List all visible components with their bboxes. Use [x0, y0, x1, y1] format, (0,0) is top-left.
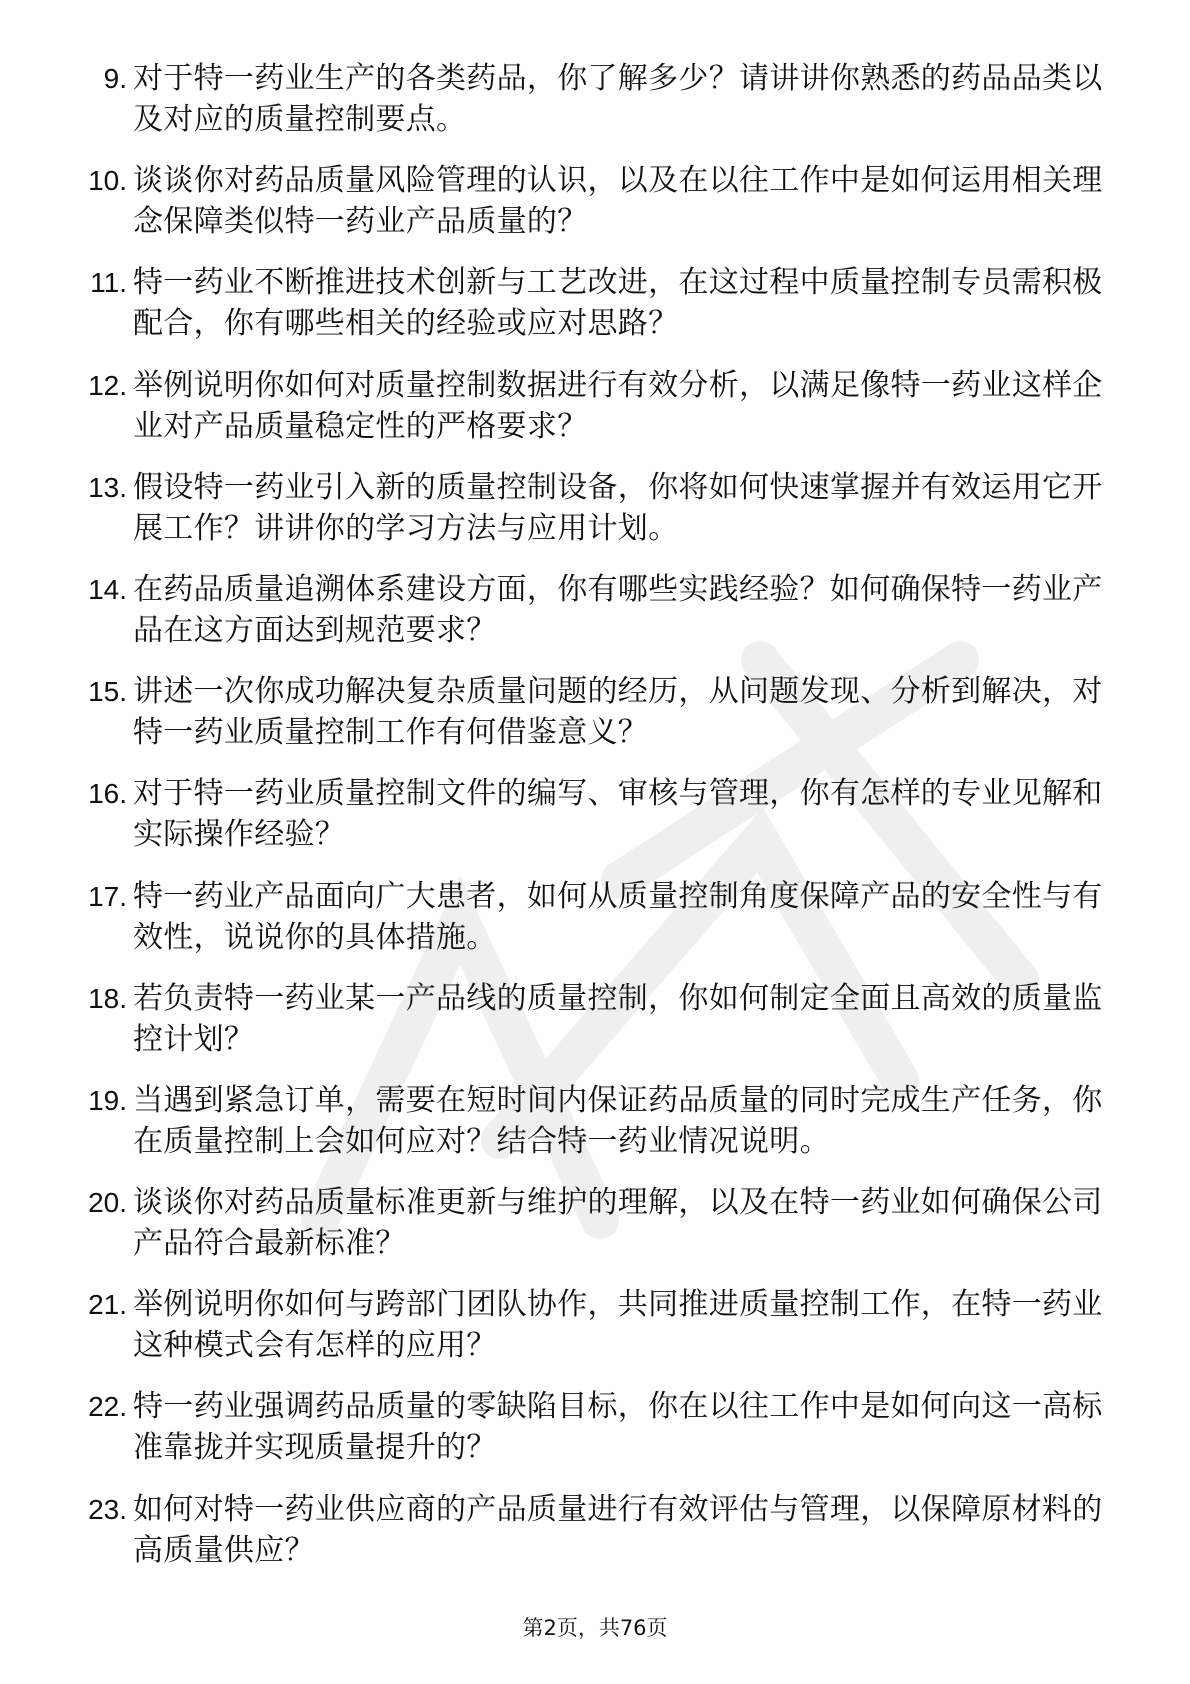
question-text: 举例说明你如何与跨部门团队协作，共同推进质量控制工作，在特一药业这种模式会有怎样的应用？	[133, 1287, 1103, 1364]
question-item	[70, 365, 1110, 447]
question-number: 15.	[88, 676, 127, 708]
question-text: 特一药业强调药品质量的零缺陷目标，你在以往工作中是如何向这一高标准靠拢并实现质量提升的？	[133, 1389, 1103, 1466]
question-text: 在药品质量追溯体系建设方面，你有哪些实践经验？如何确保特一药业产品在这方面达到规范要求？	[133, 571, 1103, 648]
question-item	[70, 262, 1110, 344]
question-item	[70, 160, 1110, 242]
question-text: 若负责特一药业某一产品线的质量控制，你如何制定全面且高效的质量监控计划？	[133, 980, 1103, 1057]
question-text: 讲述一次你成功解决复杂质量问题的经历，从问题发现、分析到解决，对特一药业质量控制工作有何借鉴意义？	[133, 674, 1103, 751]
question-number: 19.	[88, 1084, 127, 1116]
question-text: 当遇到紧急订单，需要在短时间内保证药品质量的同时完成生产任务，你在质量控制上会如何应对？结合特一药业情况说明。	[133, 1082, 1103, 1159]
question-text: 特一药业不断推进技术创新与工艺改进，在这过程中质量控制专员需积极配合，你有哪些相关的经验或应对思路？	[133, 265, 1103, 342]
question-item	[70, 1284, 1110, 1366]
question-item	[70, 467, 1110, 549]
page-number-label: 第2页，共76页	[522, 1616, 668, 1640]
question-list	[70, 58, 1110, 1591]
question-number: 11.	[90, 267, 127, 299]
question-text: 谈谈你对药品质量标准更新与维护的理解，以及在特一药业如何确保公司产品符合最新标准？	[133, 1185, 1103, 1262]
question-number: 20.	[88, 1187, 127, 1219]
question-number: 12.	[88, 369, 127, 401]
question-item	[70, 1080, 1110, 1162]
question-number: 10.	[88, 165, 127, 197]
question-text: 举例说明你如何对质量控制数据进行有效分析，以满足像特一药业这样企业对产品质量稳定性的严格要求？	[133, 367, 1103, 444]
question-number: 23.	[88, 1493, 127, 1525]
question-number: 13.	[88, 471, 127, 503]
question-item	[70, 569, 1110, 651]
question-number: 14.	[88, 573, 127, 605]
question-number: 17.	[88, 880, 127, 912]
question-item	[70, 58, 1110, 140]
page-footer	[0, 1614, 1190, 1642]
question-number: 21.	[88, 1289, 127, 1321]
question-text: 特一药业产品面向广大患者，如何从质量控制角度保障产品的安全性与有效性，说说你的具体措施。	[133, 878, 1103, 955]
question-item	[70, 876, 1110, 958]
question-item	[70, 1182, 1110, 1264]
question-item	[70, 773, 1110, 855]
question-text: 对于特一药业质量控制文件的编写、审核与管理，你有怎样的专业见解和实际操作经验？	[133, 776, 1103, 853]
question-number: 9.	[103, 63, 127, 94]
question-item	[70, 1386, 1110, 1468]
question-item	[70, 1489, 1110, 1571]
question-number: 22.	[88, 1391, 127, 1423]
question-item	[70, 671, 1110, 753]
question-item	[70, 978, 1110, 1060]
question-number: 16.	[88, 778, 127, 810]
question-text: 假设特一药业引入新的质量控制设备，你将如何快速掌握并有效运用它开展工作？讲讲你的学习方法与应用计划。	[133, 469, 1103, 546]
question-text: 如何对特一药业供应商的产品质量进行有效评估与管理，以保障原材料的高质量供应？	[133, 1491, 1103, 1568]
question-text: 谈谈你对药品质量风险管理的认识，以及在以往工作中是如何运用相关理念保障类似特一药业产品质量的？	[133, 163, 1103, 240]
question-text: 对于特一药业生产的各类药品，你了解多少？请讲讲你熟悉的药品品类以及对应的质量控制要点。	[133, 61, 1103, 137]
question-number: 18.	[88, 982, 127, 1014]
